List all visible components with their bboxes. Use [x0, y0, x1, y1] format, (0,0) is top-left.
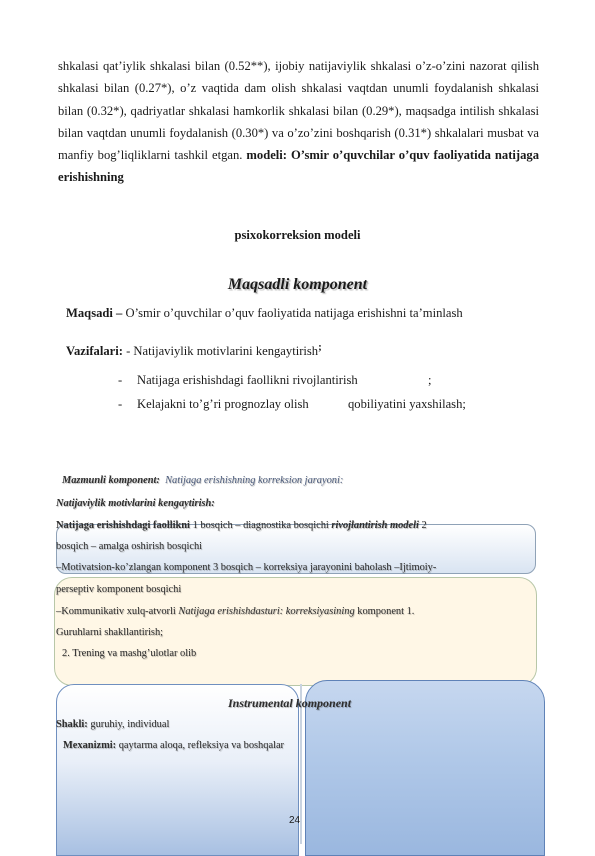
mazmunli-text: Natijaga erishishning korreksion jarayoni: — [165, 475, 344, 486]
bullet-dash-1: - — [118, 373, 123, 387]
amalga-line: bosqich – amalga oshirish bosqichi — [56, 541, 203, 552]
vazifalar-mark: ; — [318, 341, 322, 353]
bullet-text-2: Kelajakni to’g’ri prognozlay olish — [137, 397, 309, 411]
maqsad-label: Maqsadi – — [66, 306, 123, 320]
kommunikativ-line — [56, 606, 414, 617]
paragraph-text: shkalasi qat’iylik shkalasi bilan (0.52**), ijobiy natijaviylik shkalasi o’z-o’zini nazorat qilish shkalasi bilan (0.27*), o’z vaqtida dam olish shkalasi vaqtdan unumli foydalanish shkalasi bilan (0.32*), qadriyatlar shkalasi hamkorlik shkalasi bilan (0.29*), maqsadga intilish shkalasi bilan vaqtdan unumli foydalanish (0.30*) va o’zo’zini boshqarish (0.31*) shkalalari musbat va manfiy bog’liqliklarni tashkil etgan. — [58, 59, 539, 163]
motivlar-line: Natijaviylik motivlarini kengaytirish: — [56, 498, 215, 509]
mexanizmi-text: qaytarma aloqa, refleksiya va boshqalar — [118, 740, 285, 751]
vazifalar-text: - Natijaviylik motivlarini kengaytirish — [126, 344, 319, 359]
maqsad-text: O’smir o’quvchilar o’quv faoliyatida natijaga erishishni ta’minlash — [125, 306, 463, 320]
faollik-num: 2 — [421, 520, 427, 531]
bullet-dash-2: - — [118, 397, 123, 411]
mazmunli-label: Mazmunli komponent: — [62, 475, 160, 486]
model-title-start: modeli: O’smir o’quvchilar o’quv faoliyatida natijaga erishishning — [58, 148, 539, 185]
motivatsion-line: –Motivatsion-ko’zlangan komponent 3 bosqich – korreksiya jarayonini baholash –Ijtimoiy- — [56, 562, 437, 573]
model-subtitle: psixokorreksion modeli — [234, 228, 361, 242]
perseptiv-line: perseptiv komponent bosqichi — [56, 584, 182, 595]
faollik-line — [56, 520, 427, 531]
shakli-line — [56, 719, 169, 730]
mexanizmi-line — [63, 740, 284, 751]
vazifalar-label: Vazifalari: — [66, 344, 123, 359]
shakli-label: Shakli: — [56, 719, 88, 730]
faollik-mid: 1 bosqich – diagnostika bosqichi — [192, 520, 329, 531]
vazifalar-line — [66, 341, 322, 359]
bullet-tail-2: qobiliyatini yaxshilash; — [348, 397, 466, 411]
bullet-tail-1: ; — [428, 373, 432, 387]
bullet-text-1: Natijaga erishishdagi faollikni rivojlantirish — [137, 373, 358, 387]
komm-a: –Kommunikativ xulq-atvorli — [56, 606, 176, 617]
trening-line: 2. Trening va mashg’ulotlar olib — [62, 648, 197, 659]
faollik-bold: Natijaga erishishdagi faollikni — [56, 520, 190, 531]
faollik-bold2: rivojlantirish modeli — [331, 520, 419, 531]
mexanizmi-label: Mexanizmi: — [63, 740, 117, 751]
guruhlarni-line: Guruhlarni shakllantirish; — [56, 627, 164, 638]
instrumental-title: Instrumental komponent — [228, 696, 352, 710]
komm-b: Natijaga erishishdasturi: korreksiyasining — [178, 606, 355, 617]
section-title: Maqsadli komponent — [227, 276, 368, 293]
body-paragraph — [58, 55, 539, 189]
komm-c: komponent 1. — [357, 606, 415, 617]
mazmunli-line — [62, 475, 343, 486]
page-number: 24 — [289, 815, 301, 826]
maqsad-line — [66, 306, 463, 321]
shakli-text: guruhiy, individual — [90, 719, 170, 730]
